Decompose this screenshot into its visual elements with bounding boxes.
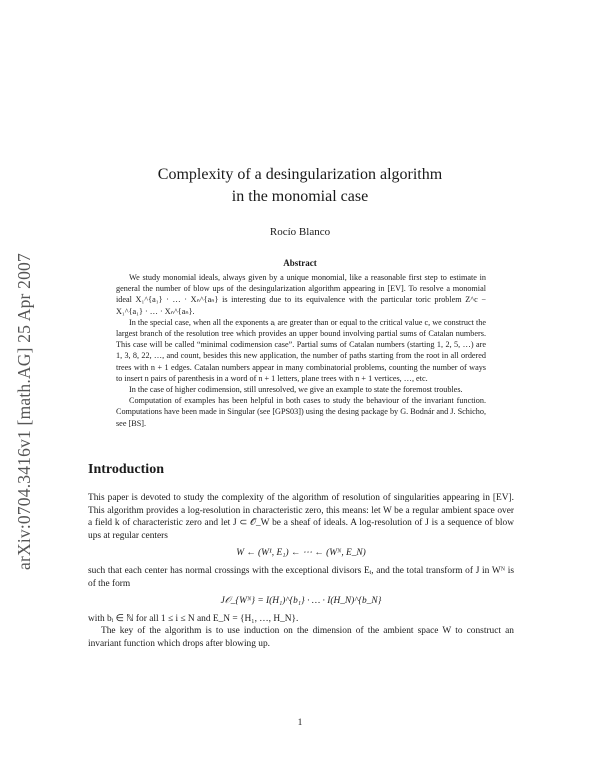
abstract-body: [116, 272, 486, 429]
body-paragraph-1: This paper is devoted to study the complexity of the algorithm of resolution of singularities appearing in [EV]. This algorithm provides a log-resolution in characteristic zero, this means: let W be a regular ambient space over a field k of characteristic zero and let J ⊂ 𝒪_W be a sheaf of ideals. A log-resolution of J is a sequence of blow ups at regular centers: [88, 493, 514, 541]
equation-blowup-sequence: W ← (W¹, E₁) ← ⋯ ← (Wᴺ, E_N): [236, 548, 366, 559]
title-line-1: Complexity of a desingularization algorithm: [157, 166, 443, 183]
abstract-paragraph-4: Computation of examples has been helpful in both cases to study the behaviour of the invariant function. Computations have been made in Singular (see [GPS03]) using the desing package by G. Bodnár and J. Schicho, see [BS].: [116, 396, 486, 428]
abstract-paragraph-2: In the special case, when all the exponents aᵢ are greater than or equal to the critical value c, we construct the largest branch of the resolution tree which provides an upper bound involving partial sums of Catalan numbers. This case will be called “minimal codimension case”. Partial sums of Catalan numbers (starting 1, 2, 5, …) are 1, 3, 8, 22, …, and count, besides this new application, the number of paths starting from the root in all ordered trees with n + 1 edges. Catalan numbers appear in many combinatorial problems, counting the number of ways to insert n pairs of parenthesis in a word of n + 1 letters, plane trees with n + 1 vertices, …, etc.: [116, 317, 486, 383]
author: Rocío Blanco: [269, 226, 331, 238]
paper-title: [0, 164, 600, 208]
abstract-paragraph-3: In the case of higher codimension, still unresolved, we give an example to state the foremost troubles.: [129, 385, 463, 395]
page-number: 1: [297, 718, 303, 728]
abstract-paragraph-1: We study monomial ideals, always given by a unique monomial, like a reasonable first step to estimate in general the number of blow ups of the desingularization algorithm appearing in [EV]. To resolve a monomial ideal X₁^{a₁} · … · Xₙ^{aₙ} is interesting due to its equivalence with the particular toric problem Z^c − X₁^{a₁} · … · Xₙ^{aₙ}.: [116, 273, 486, 316]
title-line-2: in the monomial case: [231, 188, 369, 205]
introduction-body: [88, 492, 514, 651]
body-paragraph-4: The key of the algorithm is to use induction on the dimension of the ambient space W to construct an invariant function which drops after blowing up.: [88, 626, 514, 649]
body-paragraph-3: with bᵢ ∈ ℕ for all 1 ≤ i ≤ N and E_N = {H₁, …, H_N}.: [88, 613, 299, 624]
abstract-heading: Abstract: [283, 258, 317, 268]
body-paragraph-2: such that each center has normal crossings with the exceptional divisors Eᵢ, and the total transform of J in Wᴺ is of the form: [88, 565, 514, 589]
equation-total-transform: J𝒪_{Wᴺ} = I(H₁)^{b₁} · … · I(H_N)^{b_N}: [220, 596, 382, 607]
section-heading-introduction: Introduction: [88, 462, 164, 477]
arxiv-identifier: arXiv:0704.3416v1 [math.AG] 25 Apr 2007: [14, 253, 34, 570]
